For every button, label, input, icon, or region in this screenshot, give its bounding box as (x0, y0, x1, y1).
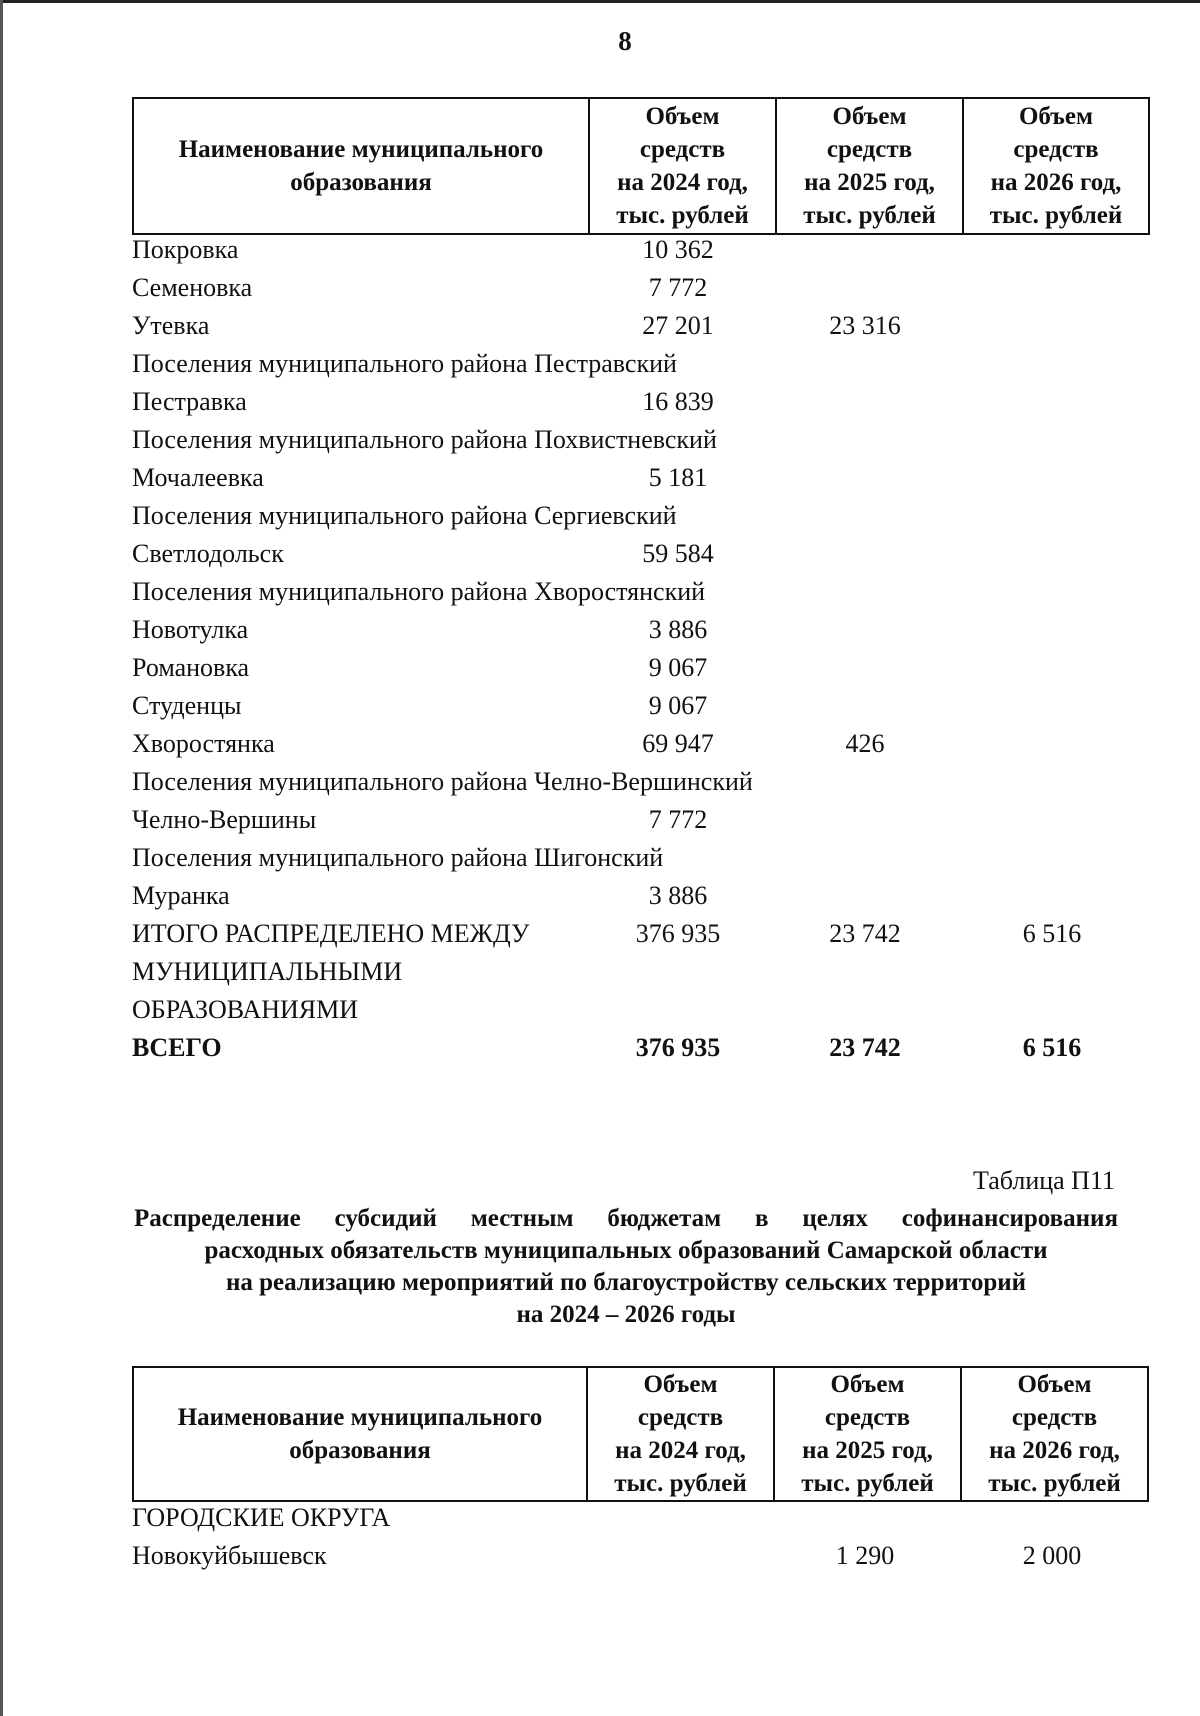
row-name: Покровка (132, 235, 239, 264)
table-row (0, 535, 1200, 573)
total-row (0, 1029, 1200, 1067)
header-col-2026 (961, 1367, 1148, 1501)
header-2026-line: Объем (1018, 103, 1094, 130)
header-col-2025 (774, 1367, 961, 1501)
value-2025: 23 742 (829, 919, 901, 948)
header-2025-line: тыс. рублей (803, 202, 936, 229)
caption-line: на 2024 – 2026 годы (516, 1301, 736, 1328)
row-name: Новотулка (132, 615, 249, 644)
header-2024-line: на 2024 год, (615, 1437, 746, 1464)
header-2025-line: Объем (832, 103, 907, 130)
value-2024: 16 839 (642, 387, 714, 416)
value-2024: 69 947 (642, 729, 714, 758)
row-name: Светлодольск (132, 539, 284, 568)
table-row (0, 1537, 1200, 1575)
table-row (0, 345, 1200, 383)
table-caption (134, 1203, 1118, 1331)
table-row (0, 839, 1200, 877)
table-row (0, 573, 1200, 611)
header-2026-line: Объем (1017, 1371, 1092, 1398)
table2-header (132, 1366, 1149, 1502)
total-label: ВСЕГО (132, 1033, 222, 1062)
table-row (0, 801, 1200, 839)
header-2026-line: тыс. рублей (988, 1470, 1121, 1497)
value-2025: 1 290 (835, 1541, 895, 1570)
row-name: МУНИЦИПАЛЬНЫМИ (132, 957, 403, 986)
table-row (0, 877, 1200, 915)
value-2024: 27 201 (642, 311, 714, 340)
header-col-2024 (587, 1367, 774, 1501)
table-row (0, 687, 1200, 725)
page-number: 8 (618, 26, 632, 56)
value-2024: 9 067 (648, 653, 708, 682)
header-name-col: Наименование муниципального образования (133, 98, 589, 234)
header-col-2025 (776, 98, 963, 234)
value-2025: 426 (845, 729, 885, 758)
row-name: Романовка (132, 653, 250, 682)
value-2026: 6 516 (1022, 919, 1082, 948)
table-label: Таблица П11 (972, 1166, 1115, 1195)
table1-header (132, 97, 1150, 235)
row-name: Пестравка (132, 387, 247, 416)
value-2024: 59 584 (642, 539, 714, 568)
table-row (0, 991, 1200, 1029)
table-row (0, 915, 1200, 953)
value-2025: 23 316 (829, 311, 901, 340)
value-2024: 376 935 (635, 919, 721, 948)
table-row (0, 383, 1200, 421)
table-row (0, 231, 1200, 269)
row-name: ГОРОДСКИЕ ОКРУГА (132, 1503, 391, 1532)
table-row (0, 459, 1200, 497)
total-2026: 6 516 (1022, 1033, 1082, 1062)
header-2024-line: тыс. рублей (614, 1470, 747, 1497)
header-2026-line: тыс. рублей (989, 202, 1123, 229)
table-row (0, 1499, 1200, 1537)
header-col-2026 (963, 98, 1149, 234)
row-name: Хворостянка (132, 729, 275, 758)
value-2024: 10 362 (642, 235, 714, 264)
header-2024-line: средств (639, 136, 726, 163)
header-col-2024 (589, 98, 776, 234)
header-2024-line: средств (637, 1404, 724, 1431)
value-2026: 2 000 (1022, 1541, 1082, 1570)
value-2024: 9 067 (648, 691, 708, 720)
table-row (0, 649, 1200, 687)
table-row (0, 269, 1200, 307)
row-name: Семеновка (132, 273, 253, 302)
row-name: Поселения муниципального района Похвистневский (132, 425, 717, 454)
header-2024-line: Объем (645, 103, 720, 130)
header-2025-line: средств (824, 1404, 911, 1431)
header-2026-line: средств (1013, 136, 1099, 163)
row-name: Поселения муниципального района Пестравский (132, 349, 677, 378)
row-name: Поселения муниципального района Сергиевский (132, 501, 677, 530)
table-row (0, 611, 1200, 649)
row-name: Поселения муниципального района Челно-Вершинский (132, 767, 753, 796)
value-2024: 7 772 (648, 273, 708, 302)
header-2026-line: на 2026 год, (990, 169, 1122, 196)
value-2024: 3 886 (648, 881, 708, 910)
total-2024: 376 935 (635, 1033, 721, 1062)
table-row (0, 307, 1200, 345)
header-2025-line: средств (826, 136, 913, 163)
header-2025-line: тыс. рублей (801, 1470, 934, 1497)
header-2025-line: Объем (830, 1371, 905, 1398)
table-row (0, 497, 1200, 535)
row-name: ОБРАЗОВАНИЯМИ (132, 995, 359, 1024)
header-2024-line: Объем (643, 1371, 718, 1398)
value-2024: 5 181 (648, 463, 708, 492)
caption-line: расходных обязательств муниципальных образований Самарской области (204, 1237, 1048, 1264)
scan-border-top (0, 0, 1200, 3)
value-2024: 3 886 (648, 615, 708, 644)
total-2025: 23 742 (829, 1033, 901, 1062)
caption-line: на реализацию мероприятий по благоустройству сельских территорий (225, 1269, 1027, 1296)
table-row (0, 953, 1200, 991)
table-row (0, 421, 1200, 459)
row-name: ИТОГО РАСПРЕДЕЛЕНО МЕЖДУ (132, 919, 530, 948)
value-2024: 7 772 (648, 805, 708, 834)
row-name: Новокуйбышевск (132, 1541, 327, 1570)
row-name: Утевка (132, 311, 210, 340)
row-name: Поселения муниципального района Хворостянский (132, 577, 706, 606)
row-name: Студенцы (132, 691, 242, 720)
row-name: Челно-Вершины (132, 805, 317, 834)
table-row (0, 763, 1200, 801)
row-name: Муранка (132, 881, 230, 910)
header-name-col: Наименование муниципального образования (133, 1367, 587, 1501)
table-row (0, 725, 1200, 763)
header-2025-line: на 2025 год, (802, 1437, 933, 1464)
caption-line: Распределение субсидий местным бюджетам в целях софинансирования (134, 1205, 1118, 1232)
header-2026-line: средств (1011, 1404, 1098, 1431)
row-name: Поселения муниципального района Шигонский (132, 843, 664, 872)
header-2025-line: на 2025 год, (804, 169, 935, 196)
header-2024-line: тыс. рублей (616, 202, 749, 229)
header-2026-line: на 2026 год, (989, 1437, 1120, 1464)
header-2024-line: на 2024 год, (617, 169, 748, 196)
row-name: Мочалеевка (132, 463, 264, 492)
